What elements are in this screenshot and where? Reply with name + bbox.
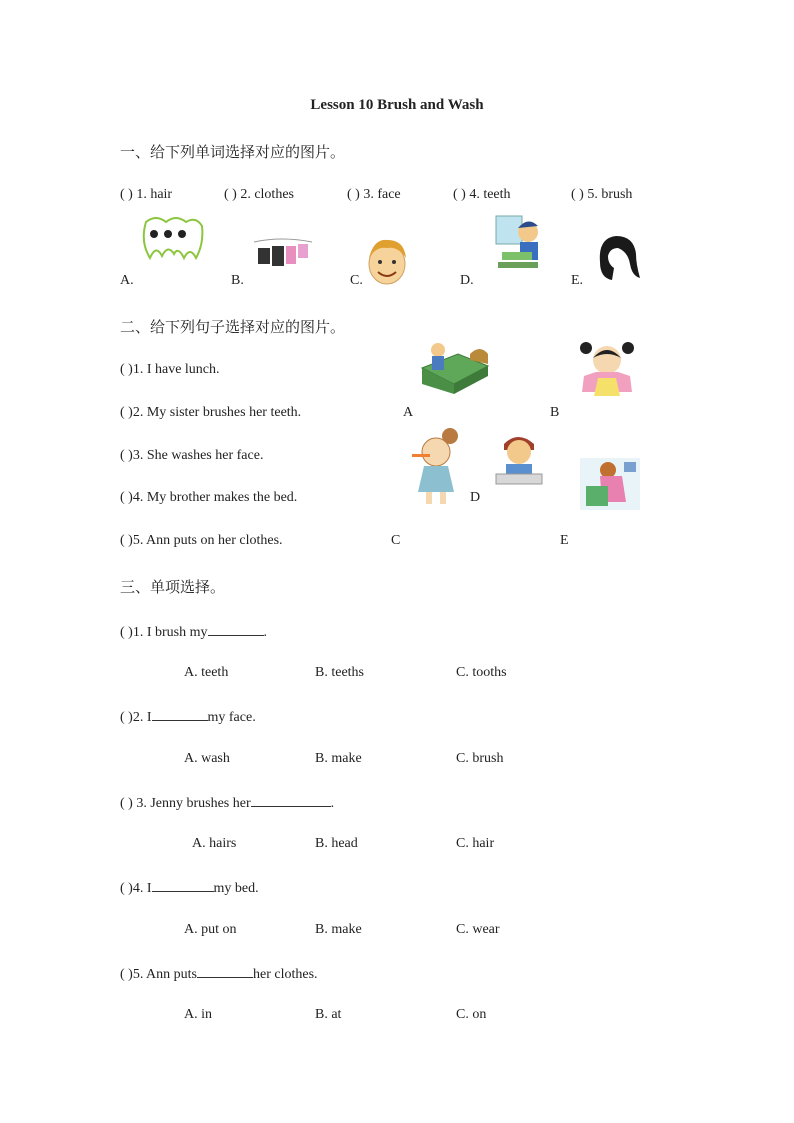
girl-clothes-picture [576, 340, 638, 396]
s3-q1-option-a[interactable]: A. teeth [184, 665, 229, 680]
question-text-end: . [330, 796, 335, 811]
answer-blank[interactable] [152, 879, 214, 892]
clothes-picture [252, 236, 314, 270]
boy-washing-picture [494, 214, 546, 272]
question-text: ( )1. I brush my [120, 625, 208, 640]
s3-q5-option-c[interactable]: C. on [456, 1007, 487, 1022]
question-text-end: my bed. [213, 881, 259, 896]
section-1-heading: 一、给下列单词选择对应的图片。 [120, 143, 346, 161]
s1-item-2[interactable]: ( ) 2. clothes [224, 187, 294, 202]
s2-item-3[interactable]: ( )3. She washes her face. [120, 448, 264, 463]
answer-blank[interactable] [208, 623, 264, 636]
s2-letter-d: D [470, 490, 481, 505]
s3-q3-option-c[interactable]: C. hair [456, 836, 495, 851]
answer-blank[interactable] [251, 794, 331, 807]
s3-question-5[interactable] [120, 965, 318, 983]
s1-item-4[interactable]: ( ) 4. teeth [453, 187, 511, 202]
s1-item-5[interactable]: ( ) 5. brush [571, 187, 633, 202]
s3-q5-option-b[interactable]: B. at [315, 1007, 342, 1022]
question-text: ( )4. I [120, 881, 152, 896]
s3-q4-option-a[interactable]: A. put on [184, 922, 237, 937]
s3-q2-option-c[interactable]: C. brush [456, 751, 504, 766]
girl-washing-face-picture [580, 458, 640, 510]
s2-item-1[interactable]: ( )1. I have lunch. [120, 362, 220, 377]
question-text-end: . [263, 625, 267, 640]
s3-q4-option-b[interactable]: B. make [315, 922, 362, 937]
s3-q3-option-a[interactable]: A. hairs [192, 836, 237, 851]
question-text: ( )5. Ann puts [120, 967, 197, 982]
s1-letter-e: E. [571, 273, 584, 288]
s2-letter-e: E [560, 533, 569, 548]
s3-q4-option-c[interactable]: C. wear [456, 922, 500, 937]
boy-brushing-picture [494, 430, 544, 486]
s2-letter-c: C [391, 533, 401, 548]
answer-blank[interactable] [197, 965, 253, 978]
s3-q1-option-c[interactable]: C. tooths [456, 665, 507, 680]
face-picture [364, 234, 410, 288]
s3-question-3[interactable] [120, 794, 334, 812]
teeth-picture [138, 214, 208, 262]
s1-letter-b: B. [231, 273, 244, 288]
s2-item-4[interactable]: ( )4. My brother makes the bed. [120, 490, 298, 505]
s3-q5-option-a[interactable]: A. in [184, 1007, 212, 1022]
s3-q3-option-b[interactable]: B. head [315, 836, 358, 851]
question-text-end: her clothes. [253, 967, 318, 982]
s3-question-2[interactable] [120, 708, 256, 726]
girl-brushing-picture [410, 428, 462, 510]
question-text: ( )2. I [120, 710, 152, 725]
worksheet-title: Lesson 10 Brush and Wash [310, 97, 484, 113]
s3-question-4[interactable] [120, 879, 259, 897]
making-bed-picture [418, 340, 490, 396]
section-3-heading: 三、单项选择。 [120, 578, 226, 596]
s2-item-2[interactable]: ( )2. My sister brushes her teeth. [120, 405, 302, 420]
s1-letter-c: C. [350, 273, 363, 288]
s3-q1-option-b[interactable]: B. teeths [315, 665, 364, 680]
question-text: ( ) 3. Jenny brushes her [120, 796, 251, 811]
s3-question-1[interactable] [120, 623, 267, 641]
hair-picture [596, 234, 642, 282]
s2-item-5[interactable]: ( )5. Ann puts on her clothes. [120, 533, 283, 548]
s1-letter-d: D. [460, 273, 474, 288]
s1-item-3[interactable]: ( ) 3. face [347, 187, 401, 202]
answer-blank[interactable] [152, 708, 208, 721]
s2-letter-a: A [403, 405, 414, 420]
s1-item-1[interactable]: ( ) 1. hair [120, 187, 173, 202]
s2-letter-b: B [550, 405, 560, 420]
section-2-heading: 二、给下列句子选择对应的图片。 [120, 318, 346, 336]
question-text-end: my face. [207, 710, 256, 725]
s3-q2-option-a[interactable]: A. wash [184, 751, 230, 766]
s3-q2-option-b[interactable]: B. make [315, 751, 362, 766]
s1-letter-a: A. [120, 273, 134, 288]
